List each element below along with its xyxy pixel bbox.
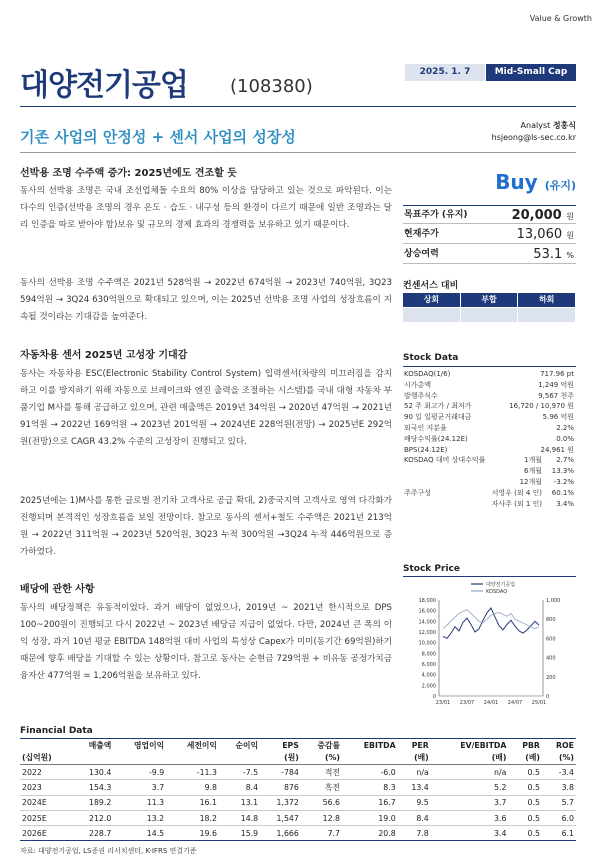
financial-header-cell: 세전이익 xyxy=(166,739,219,752)
upside-unit: % xyxy=(566,251,574,260)
stock-data-row xyxy=(403,401,576,412)
stock-data-key: 주주구성 xyxy=(404,488,432,497)
financial-value-cell: n/a xyxy=(416,767,429,777)
financial-value-cell: 3.8 xyxy=(561,782,574,792)
y-right-tick-label: 400 xyxy=(546,655,556,662)
y-left-tick-label: 6,000 xyxy=(421,662,436,668)
target-price-unit: 원 xyxy=(566,212,574,221)
financial-value-cell: 적전 xyxy=(324,767,340,777)
financial-unit-cell xyxy=(166,752,219,765)
financial-header-cell: PBR xyxy=(508,739,542,752)
report-date: 2025. 1. 7 xyxy=(405,64,485,81)
stock-data-row xyxy=(403,499,576,510)
stock-data-row xyxy=(403,455,576,466)
financial-header-cell: 영업이익 xyxy=(113,739,166,752)
rating-label: Buy xyxy=(495,170,538,194)
header-rule xyxy=(20,106,576,107)
stock-data-sub: 자사주 (외 1 인) xyxy=(491,499,542,508)
cap-class-badge: Mid-Small Cap xyxy=(486,64,576,81)
financial-unit-cell: (배) xyxy=(508,752,542,765)
financial-value-cell: 13.2 xyxy=(146,813,165,823)
stock-data-row xyxy=(403,488,576,499)
stock-data-key: 시가총액 xyxy=(404,380,432,389)
x-tick-label: 24/07 xyxy=(507,700,523,706)
stock-data-key: 배당수익률(24.12E) xyxy=(404,434,468,443)
financial-unit-cell: (%) xyxy=(301,752,342,765)
section-heading-lighting: 선박용 조명 수주액 증가: 2025년에도 견조할 듯 xyxy=(20,168,237,179)
financial-value-cell: 56.6 xyxy=(322,798,340,808)
financial-header-cell: EV/EBITDA xyxy=(431,739,509,752)
x-tick-label: 24/01 xyxy=(483,700,499,706)
financial-header-cell xyxy=(20,739,72,752)
financial-value-cell: 18.2 xyxy=(199,813,217,823)
analyst-info xyxy=(492,120,576,144)
financial-value-cell: 19.0 xyxy=(378,813,396,823)
source-note: 자료: 대양전기공업, LS증권 리서치센터, K-IFRS 연결기준 xyxy=(20,847,197,855)
current-price-unit: 원 xyxy=(566,231,574,240)
financial-value-cell: 0.5 xyxy=(527,813,540,823)
consensus-cell xyxy=(403,308,461,322)
stock-data-key: 90 일 일평균거래대금 xyxy=(404,413,472,422)
financial-value-cell: -11.3 xyxy=(196,767,217,777)
stock-data-value: 5.96 억원 xyxy=(542,413,574,422)
analyst-name: 정홍식 xyxy=(552,121,576,130)
consensus-above: 상회 xyxy=(403,293,461,307)
stock-data-value: 24,961 원 xyxy=(540,445,574,454)
financial-value-cell: -6.0 xyxy=(380,767,396,777)
stock-data-value: 60.1% xyxy=(551,488,574,497)
stock-data-row xyxy=(403,434,576,445)
stock-data-row xyxy=(403,423,576,434)
financial-value-cell: 3.7 xyxy=(494,798,507,808)
target-price-value: 20,000 xyxy=(511,208,562,223)
consensus-header xyxy=(403,293,576,307)
financial-value-cell: 5.7 xyxy=(561,798,574,808)
financial-header-row xyxy=(20,739,576,752)
financial-value-cell: 13.4 xyxy=(411,782,429,792)
financial-value-cell: 189.2 xyxy=(89,798,112,808)
section-paragraph: 동사의 배당정책은 유동적이었다. 과거 배당이 없었으나, 2019년 ~ 2021년 한시적으로 DPS 100~200원이 진행되고 다시 2022년 ~ 2023년 배당금 지급이 없었다. 다만, 2024년 큰 폭의 이익 성장, 과거 10년 평균 EBITDA 148억원 대비 사업의 특성상 Capex가 미미(동기간 69억원)하기 때문에 향후 배당을 기대할 수 있는 상황이다. 참고로 동사는 순현금 729억원 + 비유동 공정가치금융자산 477억원 = 1,206억원을 보유하고 있다. xyxy=(20,603,392,681)
stock-data-sub: 6개월 xyxy=(524,467,542,476)
stock-code: (108380) xyxy=(230,76,313,97)
stock-data-row xyxy=(403,391,576,402)
stock-data-value: 2.7% xyxy=(556,456,574,465)
financial-unit-cell xyxy=(113,752,166,765)
financial-header-cell: 순이익 xyxy=(219,739,260,752)
financial-value-cell: 3.6 xyxy=(494,813,507,823)
upside-value: 53.1 xyxy=(533,247,563,262)
analyst-email[interactable]: hsjeong@ls-sec.co.kr xyxy=(491,133,576,142)
financial-unit-cell xyxy=(219,752,260,765)
y-left-tick-label: 4,000 xyxy=(421,672,436,679)
financial-value-cell: 19.6 xyxy=(199,828,217,838)
section-heading-dividend: 배당에 관한 사항 xyxy=(20,584,95,595)
tagline: Value & Growth xyxy=(529,14,592,23)
series-line-stock xyxy=(443,608,539,638)
financial-unit-cell: (배) xyxy=(398,752,431,765)
y-right-tick-label: 0 xyxy=(546,694,550,700)
stock-data-key: 52 주 최고가 / 최저가 xyxy=(404,402,472,411)
financial-value-cell: 흑전 xyxy=(324,782,340,792)
financial-unit-row xyxy=(20,752,576,765)
report-subtitle: 기존 사업의 안정성 + 센서 사업의 성장성 xyxy=(20,128,296,146)
financial-value-cell: 0.5 xyxy=(527,828,540,838)
y-right-tick-label: 800 xyxy=(546,617,556,624)
y-right-tick-label: 600 xyxy=(546,636,556,643)
consensus-cell xyxy=(461,308,519,322)
financial-value-cell: 8.4 xyxy=(416,813,429,823)
stock-data-key: KOSDAQ(1/6) xyxy=(404,370,451,378)
stock-data-row xyxy=(403,369,576,380)
stock-data-value: 717.96 pt xyxy=(540,370,574,378)
table-row xyxy=(20,765,576,780)
y-right-tick-label: 200 xyxy=(546,674,556,681)
stock-data-row xyxy=(403,445,576,456)
section-paragraph: 2025년에는 1)M사를 통한 글로벌 전기차 고객사로 공급 확대, 2)중국지역 고객사로 영역 다각화가 진행되며 본격적인 성장흐름을 보일 전망이다. 참고로 동사의 센서+철도 수주액은 2021년 213억원 → 2022년 311억원 → 2023년 520억원, 3Q23 누적 300억원 →3Q24 누적 446억원으로 증가하였다. xyxy=(20,496,392,557)
financial-value-cell: 20.8 xyxy=(378,828,396,838)
financial-value-cell: 9.8 xyxy=(204,782,217,792)
stock-data-sub: 1개월 xyxy=(524,456,542,465)
stock-data-key: 외국인 지분율 xyxy=(404,424,447,432)
financial-unit-cell: (배) xyxy=(431,752,509,765)
stock-data-row xyxy=(403,466,576,477)
financial-value-cell: 8.4 xyxy=(245,782,259,792)
financial-header-cell: ROE xyxy=(542,739,576,752)
financial-value-cell: -784 xyxy=(281,767,299,777)
financial-data-table xyxy=(20,738,576,841)
y-left-tick-label: 18,000 xyxy=(418,598,436,604)
y-left-tick-label: 8,000 xyxy=(421,651,436,658)
financial-value-cell: 1,372 xyxy=(276,798,299,808)
upside-row xyxy=(403,245,576,264)
y-left-tick-label: 16,000 xyxy=(418,608,436,615)
target-price-label: 목표주가 (유지) xyxy=(404,210,468,220)
stock-data-value: 13.3% xyxy=(551,467,574,476)
upside-label: 상승여력 xyxy=(404,249,439,259)
consensus-cell xyxy=(518,308,576,322)
stock-data-value: 1,249 억원 xyxy=(538,380,574,389)
financial-value-cell: 228.7 xyxy=(89,828,112,838)
financial-header-cell: 증감률 xyxy=(301,739,342,752)
consensus-body xyxy=(403,308,576,322)
financial-header-cell: PER xyxy=(398,739,431,752)
y-left-tick-label: 0 xyxy=(432,694,436,700)
analyst-label: Analyst xyxy=(520,121,551,130)
current-price-value: 13,060 xyxy=(516,227,563,242)
financial-unit-cell xyxy=(72,752,113,765)
financial-value-cell: 5.2 xyxy=(494,782,507,792)
stock-data-key: KOSDAQ 대비 상대수익률 xyxy=(404,456,486,465)
financial-year-cell: 2024E xyxy=(22,798,47,808)
stock-data-row xyxy=(403,477,576,488)
y-left-tick-label: 2,000 xyxy=(421,683,436,690)
financial-value-cell: 16.1 xyxy=(199,798,217,808)
legend-label: KOSDAQ xyxy=(486,589,508,595)
stock-data-value: 0.0% xyxy=(556,434,574,443)
series-line-kosdaq xyxy=(443,610,539,629)
table-row xyxy=(20,826,576,841)
financial-header-cell: 매출액 xyxy=(72,739,113,752)
stock-price-title: Stock Price xyxy=(403,564,460,574)
current-price-label: 현재주가 xyxy=(404,229,439,239)
consensus-below: 하회 xyxy=(518,293,576,307)
financial-value-cell: 212.0 xyxy=(89,813,112,823)
financial-value-cell: -3.4 xyxy=(558,767,574,777)
target-price-row xyxy=(403,205,576,224)
financial-value-cell: 3.7 xyxy=(151,782,165,792)
subtitle-rule xyxy=(20,152,576,153)
financial-value-cell: 1,666 xyxy=(276,828,299,838)
y-left-tick-label: 14,000 xyxy=(418,619,436,626)
financial-value-cell: 15.9 xyxy=(240,828,259,838)
financial-value-cell: 7.7 xyxy=(327,828,340,838)
financial-unit-cell: (%) xyxy=(542,752,576,765)
y-left-tick-label: 10,000 xyxy=(418,640,436,647)
section-paragraph: 동사는 자동차용 ESC(Electronic Stability Control System) 입력센서(차량의 미끄러짐을 감지하고 이를 방지하기 위해 자동으로 브레이크와 엔진 출력을 조절하는 시스템)를 국내 대형 자동차 부품기업 M사를 통해 공급하고 있으며, 관련 매출액은 2019년 34억원 → 2020년 47억원 → 2021년 91억원 → 2022년 169억원 → 2023년 201억원 → 2024년E 228억원(전망) → 2025년E 292억원(전망)으로 CAGR 43.2% 수준의 고성장이 진행되고 있다. xyxy=(20,369,392,447)
financial-value-cell: 0.5 xyxy=(527,782,540,792)
company-name: 대양전기공업 xyxy=(20,68,188,103)
rating-buy xyxy=(495,170,576,194)
financial-unit-cell: (십억원) xyxy=(20,752,72,765)
rating-note: (유지) xyxy=(544,179,576,192)
financial-year-cell: 2026E xyxy=(22,828,47,838)
table-row xyxy=(20,780,576,795)
financial-value-cell: 14.8 xyxy=(240,813,259,823)
x-tick-label: 25/01 xyxy=(531,700,547,706)
financial-value-cell: -7.5 xyxy=(242,767,259,777)
y-left-tick-label: 12,000 xyxy=(418,630,436,636)
financial-header-cell: EBITDA xyxy=(342,739,398,752)
x-tick-label: 23/01 xyxy=(435,700,451,706)
financial-value-cell: 0.5 xyxy=(527,767,540,777)
financial-value-cell: 11.3 xyxy=(146,798,165,808)
stock-data-rule xyxy=(403,366,576,367)
stock-data-value: -3.2% xyxy=(553,478,574,486)
stock-data-key: BPS(24.12E) xyxy=(404,445,448,454)
current-price-row xyxy=(403,225,576,244)
financial-value-cell: 130.4 xyxy=(89,767,112,777)
financial-value-cell: 12.8 xyxy=(322,813,340,823)
financial-header-cell: EPS xyxy=(260,739,301,752)
stock-data-key: 발행주식수 xyxy=(404,391,438,400)
stock-data-value: 16,720 / 10,970 원 xyxy=(509,402,574,411)
financial-unit-cell: (원) xyxy=(260,752,301,765)
financial-value-cell: 13.1 xyxy=(240,798,259,808)
section-heading-sensor: 자동차용 센서 2025년 고성장 기대감 xyxy=(20,350,188,361)
financial-value-cell: 3.4 xyxy=(494,828,507,838)
financial-year-cell: 2022 xyxy=(22,767,42,777)
consensus-title: 컨센서스 대비 xyxy=(403,281,459,291)
x-tick-label: 23/07 xyxy=(459,700,475,706)
financial-value-cell: 9.5 xyxy=(416,798,429,808)
financial-data-title: Financial Data xyxy=(20,726,93,736)
financial-unit-cell xyxy=(342,752,398,765)
financial-value-cell: n/a xyxy=(494,767,507,777)
financial-value-cell: 16.7 xyxy=(378,798,396,808)
stock-data-row xyxy=(403,380,576,391)
legend-label: 대양전기공업 xyxy=(486,582,515,588)
consensus-inline: 부합 xyxy=(461,293,519,307)
stock-data-row xyxy=(403,412,576,423)
section-paragraph: 동사의 선박용 조명은 국내 조선업체들 수요의 80% 이상을 담당하고 있는 것으로 파악된다. 이는 다수의 인증(선박용 조명의 경우 온도 · 습도 · 내구성 등의 환경이 다르기 때문에 일반 조명과는 달리 인증을 따로 받아야 함)보유 및 규모의 경제 효과의 경쟁력을 보유하고 있기 때문이다. xyxy=(20,186,392,230)
stock-data-value: 3.4% xyxy=(556,499,574,508)
financial-year-cell: 2023 xyxy=(22,782,42,792)
financial-value-cell: 6.1 xyxy=(561,828,574,838)
financial-value-cell: 1,547 xyxy=(276,813,299,823)
y-right-tick-label: 1,000 xyxy=(546,598,561,604)
financial-value-cell: 154.3 xyxy=(89,782,112,792)
financial-value-cell: -9.9 xyxy=(148,767,165,777)
financial-value-cell: 7.8 xyxy=(416,828,429,838)
financial-year-cell: 2025E xyxy=(22,813,47,823)
table-row xyxy=(20,795,576,810)
stock-data-value: 2.2% xyxy=(556,424,574,432)
section-paragraph: 동사의 선박용 조명 수주액은 2021년 528억원 → 2022년 674억원 → 2023년 740억원, 3Q23 594억원 → 3Q24 630억원으로 확대되고 있으며, 이는 2025년 선박용 조명 사업의 성장흐름이 지속될 것이라는 기대감을 높여준다. xyxy=(20,278,392,322)
stock-data-value: 9,567 천주 xyxy=(538,391,574,400)
stock-data-sub: 12개월 xyxy=(519,478,542,486)
financial-value-cell: 0.5 xyxy=(527,798,540,808)
stock-data-title: Stock Data xyxy=(403,353,459,363)
stock-price-chart xyxy=(403,578,576,710)
financial-value-cell: 876 xyxy=(283,782,299,792)
stock-data-sub: 서영우 (외 4 인) xyxy=(491,488,542,497)
stock-price-rule xyxy=(403,576,576,577)
financial-value-cell: 14.5 xyxy=(146,828,165,838)
financial-value-cell: 8.3 xyxy=(383,782,396,792)
financial-value-cell: 6.0 xyxy=(561,813,574,823)
table-row xyxy=(20,810,576,825)
